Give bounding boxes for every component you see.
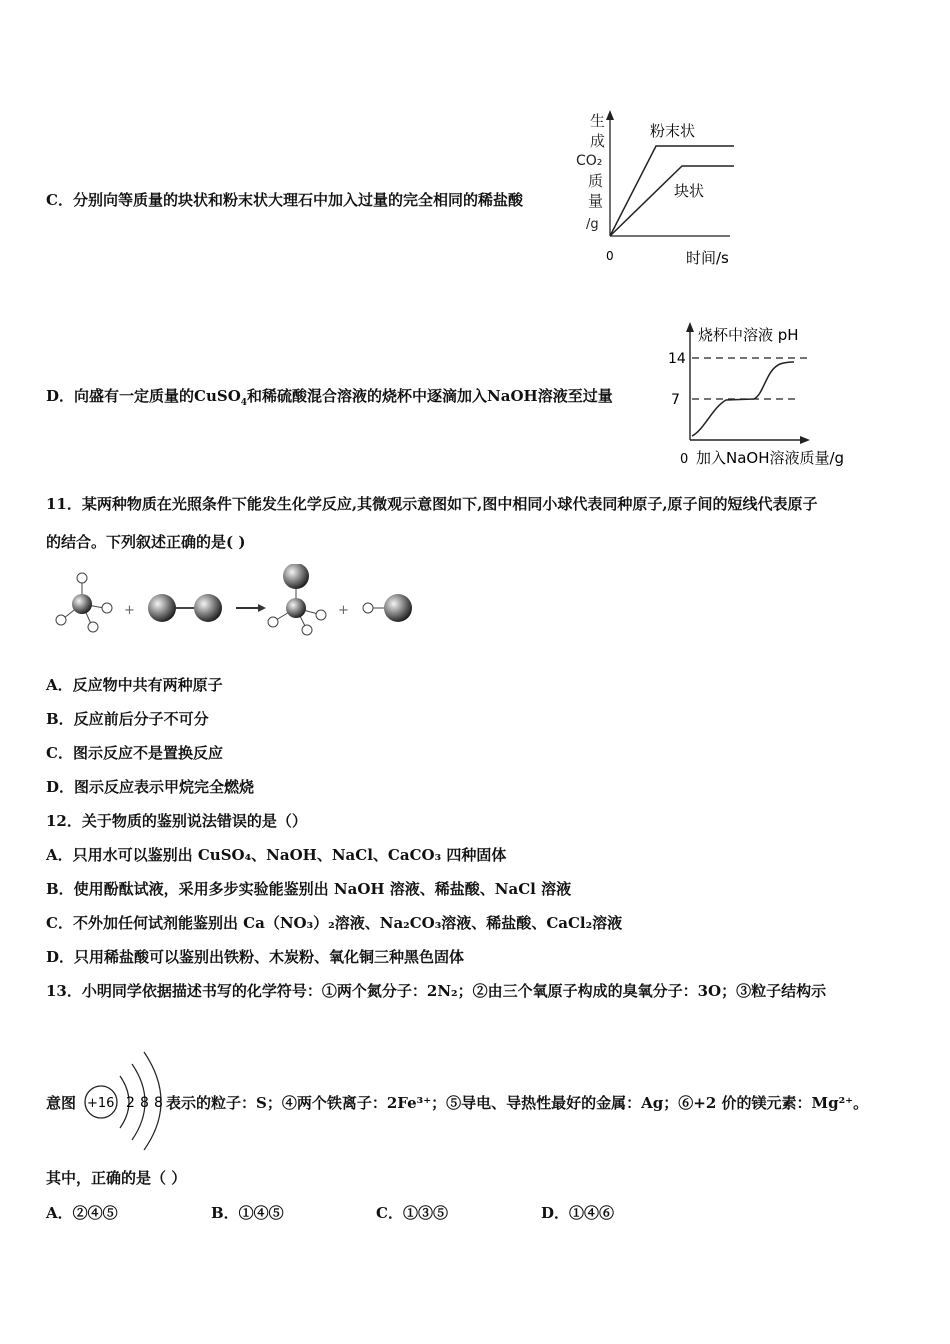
chloromethane-molecule: [268, 564, 326, 635]
ylabel-2: CO₂: [576, 153, 603, 169]
methane-molecule: [56, 573, 112, 632]
powder-curve: [610, 146, 734, 236]
x-axis-arrow: [800, 436, 810, 444]
q11-stem-1: 11．某两种物质在光照条件下能发生化学反应,其微观示意图如下,图中相同小球代表同种原子,原子间的短线代表原子: [46, 495, 818, 513]
plus-sign-2: +: [338, 603, 349, 618]
q10-d-chart: [668, 318, 868, 474]
q13-option-b: B．①④⑤: [211, 1204, 284, 1222]
q12-option-a: A．只用水可以鉴别出 CuSO₄、NaOH、NaCl、CaCO₃ 四种固体: [46, 846, 507, 864]
q11-option-a: A．反应物中共有两种原子: [46, 676, 223, 694]
chlorine-molecule: [148, 594, 222, 622]
q13-stem-3: 其中，正确的是（ ）: [46, 1169, 187, 1187]
q12-option-c: C．不外加任何试剂能鉴别出 Ca（NO₃）₂溶液、Na₂CO₃溶液、稀盐酸、CaCl₂溶液: [46, 914, 623, 932]
ylabel: 烧杯中溶液 pH: [698, 326, 799, 344]
y-axis-arrow: [606, 110, 614, 120]
shell-2: 8: [140, 1095, 149, 1111]
xlabel: 加入NaOH溶液质量/g: [696, 449, 845, 467]
q12-option-d: D．只用稀盐酸可以鉴别出铁粉、木炭粉、氧化铜三种黑色固体: [46, 948, 465, 966]
ylabel-4: 量: [588, 192, 604, 210]
q10-c-ylabel: [576, 112, 605, 232]
ylabel-0: 生: [590, 112, 606, 130]
xlabel: 时间/s: [686, 249, 729, 267]
d-text-c: 和稀硫酸混合溶液的烧杯中逐滴加入: [247, 387, 488, 405]
q10-c-chart: [570, 108, 750, 270]
tick-7: 7: [671, 392, 680, 408]
hcl-molecule: [363, 594, 412, 622]
d-text-b: CuSO: [194, 387, 241, 405]
ylabel-3: 质: [588, 172, 604, 190]
powder-label: 粉末状: [650, 122, 696, 140]
ylabel-1: 成: [590, 132, 606, 150]
q11-reaction-diagram: [50, 564, 420, 642]
y-axis-arrow: [686, 322, 694, 332]
shell-3: 8: [154, 1095, 163, 1111]
q10-option-c: C．分别向等质量的块状和粉末状大理石中加入过量的完全相同的稀盐酸: [46, 191, 523, 209]
q12-stem: 12．关于物质的鉴别说法错误的是（）: [46, 812, 307, 830]
d-text-e: 溶液至过量: [537, 387, 613, 405]
reaction-arrow: [236, 604, 266, 612]
d-text-d: NaOH: [487, 387, 538, 405]
q13-option-d: D．①④⑥: [541, 1204, 615, 1222]
q13-option-c: C．①③⑤: [376, 1204, 448, 1222]
block-label: 块状: [674, 182, 705, 200]
q13-stem-1: 13．小明同学依据描述书写的化学符号：①两个氮分子：2N₂；②由三个氧原子构成的臭氧分子：3O；③粒子结构示: [46, 982, 827, 1000]
origin-label: 0: [606, 249, 614, 263]
q11-option-b: B．反应前后分子不可分: [46, 710, 209, 728]
d-text-b-sub: 4: [240, 398, 248, 408]
q10-option-d: [46, 386, 613, 413]
q11-option-d: D．图示反应表示甲烷完全燃烧: [46, 778, 255, 796]
nucleus-label: +16: [87, 1096, 115, 1111]
shell-1: 2: [126, 1095, 135, 1111]
q11-stem-2: 的结合。下列叙述正确的是( ): [46, 533, 246, 551]
ylabel-5: /g: [586, 217, 599, 232]
q11-option-c: C．图示反应不是置换反应: [46, 744, 223, 762]
q13-stem-2a: 意图: [46, 1094, 77, 1112]
q13-atom-structure-diagram: [82, 1048, 172, 1152]
tick-14: 14: [668, 351, 686, 367]
q13-option-a: A．②④⑤: [46, 1204, 118, 1222]
origin-label: 0: [680, 452, 689, 467]
plus-sign-1: +: [124, 603, 135, 618]
q13-stem-2b: 表示的粒子：S；④两个铁离子：2Fe³⁺；⑤导电、导热性最好的金属：Ag；⑥+2 价的镁元素：Mg²⁺。: [166, 1094, 869, 1112]
d-text-a: D．向盛有一定质量的: [46, 387, 195, 405]
q12-option-b: B．使用酚酞试液，采用多步实验能鉴别出 NaOH 溶液、稀盐酸、NaCl 溶液: [46, 880, 572, 898]
